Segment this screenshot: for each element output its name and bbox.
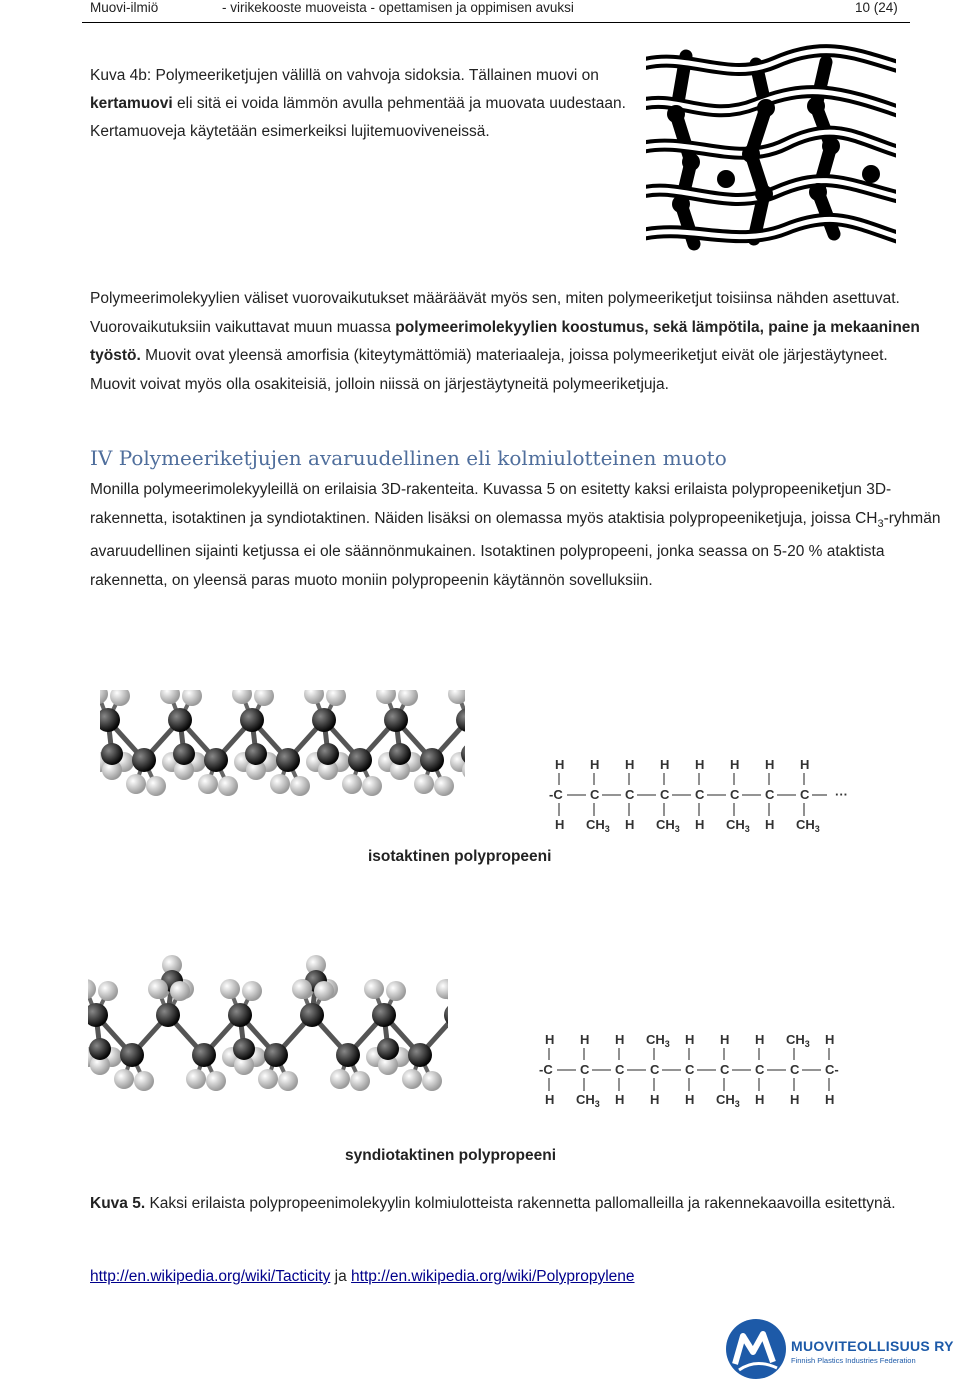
- hydrogen-atom: [326, 690, 346, 706]
- hydrogen-atom: [170, 981, 190, 1001]
- isotactic-caption: isotaktinen polypropeeni: [368, 848, 552, 865]
- header-subtitle: - virikekooste muoveista - opettamisen ja oppimisen avuksi: [222, 0, 574, 15]
- hydrogen-atom: [242, 981, 262, 1001]
- muoviteollisuus-logo: [725, 1318, 960, 1381]
- carbon-atom: [173, 743, 195, 765]
- isotactic-ball-model-image: [100, 690, 465, 840]
- hydrogen-atom: [414, 774, 434, 794]
- hydrogen-atom: [198, 774, 218, 794]
- top-substituent: H: [590, 757, 600, 772]
- chain-atom: C: [730, 787, 740, 802]
- chain-atom: C: [720, 1062, 730, 1077]
- page-number: 10 (24): [855, 0, 898, 15]
- hydrogen-atom: [220, 979, 240, 999]
- bottom-substituent: $CH_3$: [586, 817, 610, 834]
- carbon-atom: [245, 743, 267, 765]
- carbon-atom: [204, 748, 228, 772]
- top-substituent: H: [545, 1032, 555, 1047]
- hydrogen-atom: [434, 776, 454, 796]
- carbon-atom: [336, 1043, 360, 1067]
- carbon-atom: [312, 708, 336, 732]
- hydrogen-atom: [218, 776, 238, 796]
- hydrogen-atom: [98, 981, 118, 1001]
- hydrogen-atom: [292, 979, 312, 999]
- bottom-substituent: H: [695, 817, 705, 832]
- carbon-atom: [132, 748, 156, 772]
- chain-atom: C: [790, 1062, 800, 1077]
- hydrogen-atom: [114, 1069, 134, 1089]
- chain-atom: C: [765, 787, 775, 802]
- top-substituent: H: [685, 1032, 695, 1047]
- hydrogen-atom: [148, 979, 168, 999]
- syndiotactic-structural-formula: [537, 1030, 867, 1110]
- isotactic-structural-formula: [545, 755, 885, 835]
- bottom-substituent: $CH_3$: [576, 1092, 600, 1109]
- hydrogen-atom: [126, 774, 146, 794]
- hydrogen-atom: [402, 1069, 422, 1089]
- hydrogen-atom: [350, 1071, 370, 1091]
- carbon-atom: [168, 708, 192, 732]
- section-heading: IV Polymeeriketjujen avaruudellinen eli kolmiulotteinen muoto: [90, 446, 727, 470]
- hydrogen-atom: [160, 690, 180, 704]
- carbon-atom: [408, 1043, 432, 1067]
- paragraph-interactions: Polymeerimolekyylien väliset vuorovaikutukset määräävät myös sen, miten polymeeriketjut toisiinsa nähden asettuvat. Vuorovaikutuksiin vaikuttavat muun muassa polymeerimolekyylien koostumus, sekä lämpötila, paine ja mekaaninen työstö. Muovit ovat yleensä amorfisia (kiteytymättömiä) materiaaleja, joissa polymeeriketjut eivät ole järjestäytyneet. Muovit voivat myös olla osakiteisiä, jolloin niissä on järjestäytyneitä polymeeriketjuja.: [90, 290, 920, 393]
- carbon-atom: [384, 708, 408, 732]
- carbon-atom: [389, 743, 411, 765]
- carbon-atom: [300, 1003, 324, 1027]
- hydrogen-atom: [232, 690, 252, 704]
- carbon-atom: [240, 708, 264, 732]
- hydrogen-atom: [362, 776, 382, 796]
- logo-text: MUOVITEOLLISUUS RY: [791, 1338, 954, 1354]
- syndiotactic-caption: syndiotaktinen polypropeeni: [345, 1147, 556, 1164]
- bottom-substituent: $CH_3$: [656, 817, 680, 834]
- carbon-atom: [348, 748, 372, 772]
- figure-4b-label: Kuva 4b:: [90, 67, 152, 84]
- bottom-substituent: H: [685, 1092, 695, 1107]
- chain-atom: C-: [825, 1062, 839, 1077]
- hydrogen-atom: [342, 774, 362, 794]
- top-substituent: $CH_3$: [786, 1032, 810, 1049]
- chain-atom: C: [695, 787, 705, 802]
- carbon-atom: [233, 1038, 255, 1060]
- hydrogen-atom: [270, 774, 290, 794]
- figure-5-caption: Kuva 5. Kaksi erilaista polypropeenimolekyylin kolmiulotteista rakennetta pallomalleilla ja rakennekaavoilla esitettynä.: [90, 1195, 896, 1212]
- bottom-substituent: $CH_3$: [726, 817, 750, 834]
- crosslinked-polymer-image: [646, 44, 896, 254]
- hydrogen-atom: [254, 690, 274, 706]
- chain-atom: C: [660, 787, 670, 802]
- carbon-atom: [264, 1043, 288, 1067]
- hydrogen-atom: [206, 1071, 226, 1091]
- chain-atom: C: [650, 1062, 660, 1077]
- hydrogen-atom: [100, 690, 108, 704]
- top-substituent: H: [615, 1032, 625, 1047]
- bottom-substituent: $CH_3$: [716, 1092, 740, 1109]
- hydrogen-atom: [134, 1071, 154, 1091]
- carbon-atom: [372, 1003, 396, 1027]
- bottom-substituent: H: [545, 1092, 555, 1107]
- bottom-substituent: H: [615, 1092, 625, 1107]
- hydrogen-atom: [330, 1069, 350, 1089]
- carbon-atom: [317, 743, 339, 765]
- top-substituent: H: [765, 757, 775, 772]
- hydrogen-atom: [398, 690, 418, 706]
- hydrogen-atom: [146, 776, 166, 796]
- bottom-substituent: H: [765, 817, 775, 832]
- hydrogen-atom: [278, 1071, 298, 1091]
- figure-5-label: Kuva 5.: [90, 1195, 146, 1212]
- chain-atom: C: [615, 1062, 625, 1077]
- carbon-atom: [228, 1003, 252, 1027]
- top-substituent: $CH_3$: [646, 1032, 670, 1049]
- logo-subtext: Finnish Plastics Industries Federation: [791, 1356, 916, 1365]
- hydrogen-atom: [110, 690, 130, 706]
- chain-atom: C: [800, 787, 810, 802]
- hydrogen-atom: [258, 1069, 278, 1089]
- keyword-kertamuovi: kertamuovi: [90, 95, 173, 112]
- carbon-atom: [101, 743, 123, 765]
- top-substituent: H: [720, 1032, 730, 1047]
- hydrogen-atom: [386, 981, 406, 1001]
- bottom-substituent: H: [555, 817, 565, 832]
- top-substituent: H: [555, 757, 565, 772]
- page-header: [0, 0, 960, 20]
- carbon-atom: [377, 1038, 399, 1060]
- bottom-substituent: H: [650, 1092, 660, 1107]
- carbon-atom: [89, 1038, 111, 1060]
- hydrogen-atom: [290, 776, 310, 796]
- top-substituent: H: [625, 757, 635, 772]
- carbon-atom: [420, 748, 444, 772]
- chain-atom: -C: [549, 787, 563, 802]
- carbon-atom: [120, 1043, 144, 1067]
- syndiotactic-ball-model-image: [88, 945, 448, 1115]
- hydrogen-atom: [314, 981, 334, 1001]
- hydrogen-atom: [88, 979, 96, 999]
- bottom-substituent: H: [755, 1092, 765, 1107]
- chain-atom: -C: [539, 1062, 553, 1077]
- hydrogen-atom: [448, 690, 465, 704]
- top-substituent: H: [800, 757, 810, 772]
- chain-atom: C: [590, 787, 600, 802]
- bottom-substituent: H: [825, 1092, 835, 1107]
- chain-atom: C: [685, 1062, 695, 1077]
- carbon-atom: [276, 748, 300, 772]
- header-title: Muovi-ilmiö: [90, 0, 159, 15]
- hydrogen-atom: [186, 1069, 206, 1089]
- hydrogen-atom: [436, 979, 448, 999]
- top-substituent: H: [825, 1032, 835, 1047]
- bottom-substituent: $CH_3$: [796, 817, 820, 834]
- chain-atom: C: [580, 1062, 590, 1077]
- top-substituent: H: [755, 1032, 765, 1047]
- hydrogen-atom: [182, 690, 202, 706]
- top-substituent: H: [580, 1032, 590, 1047]
- reference-links: http://en.wikipedia.org/wiki/Tacticity ja http://en.wikipedia.org/wiki/Polypropylene: [90, 1268, 635, 1285]
- header-divider: [82, 22, 910, 23]
- link-polypropylene[interactable]: http://en.wikipedia.org/wiki/Polypropylene: [351, 1268, 635, 1285]
- bottom-substituent: H: [625, 817, 635, 832]
- bold-factors: polymeerimolekyylien koostumus, sekä lämpötila, paine ja mekaaninen työstö.: [90, 318, 920, 364]
- hydrogen-atom: [376, 690, 396, 704]
- paragraph-3d-structures: Monilla polymeerimolekyyleillä on erilaisia 3D-rakenteita. Kuvassa 5 on esitetty kaksi erilaista polypropeeniketjun 3D-rakennetta, isotaktinen ja syndiotaktinen. Näiden lisäksi on olemassa myös ataktisia polypropeeniketjuja, joissa $CH_3$-ryhmän avaruudellinen sijainti ketjussa ei ole säännönmukainen. Isotaktinen polypropeeni, jonka seassa on 5-20 % ataktista rakennetta, on yleensä paras muoto moniin polypropeenin käytännön sovelluksiin.: [90, 481, 941, 589]
- top-substituent: H: [730, 757, 740, 772]
- chain-atom: ···: [835, 787, 848, 802]
- link-tacticity[interactable]: http://en.wikipedia.org/wiki/Tacticity: [90, 1268, 331, 1285]
- chain-atom: C: [625, 787, 635, 802]
- top-substituent: H: [660, 757, 670, 772]
- logo-emblem-icon: [725, 1318, 787, 1380]
- hydrogen-atom: [364, 979, 384, 999]
- hydrogen-atom: [422, 1071, 442, 1091]
- carbon-atom: [192, 1043, 216, 1067]
- top-substituent: H: [695, 757, 705, 772]
- hydrogen-atom: [304, 690, 324, 704]
- carbon-atom: [156, 1003, 180, 1027]
- chain-atom: C: [755, 1062, 765, 1077]
- bottom-substituent: H: [790, 1092, 800, 1107]
- figure-4b-caption: Kuva 4b: Polymeeriketjujen välillä on vahvoja sidoksia. Tällainen muovi on kertamuovi eli sitä ei voida lämmön avulla pehmentää ja muovata uudestaan. Kertamuoveja käytetään esimerkeiksi lujitemuoviveneissä.: [90, 67, 626, 140]
